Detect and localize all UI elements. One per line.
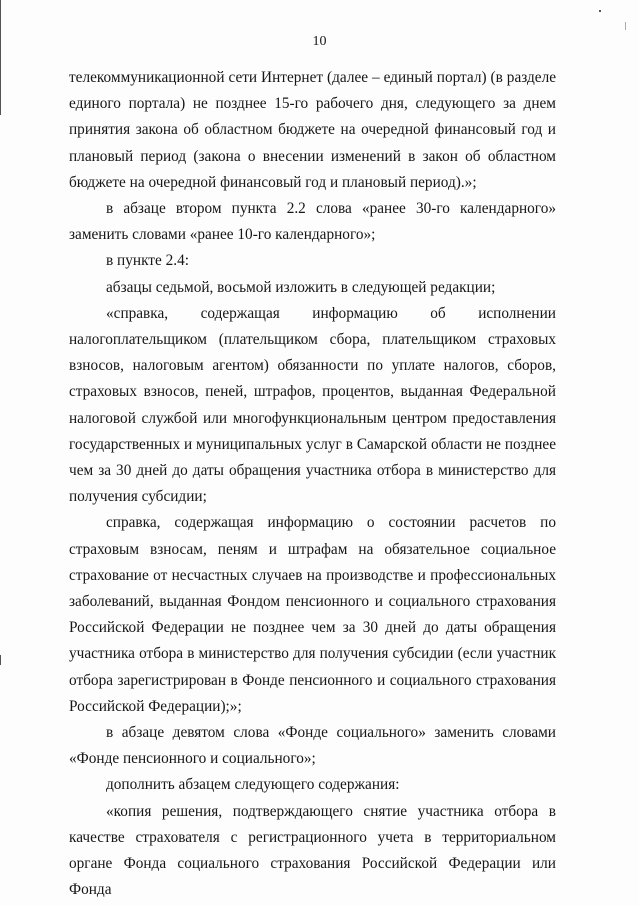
spread-word: об [430, 304, 446, 322]
spread-word: «справка, [106, 304, 169, 322]
page-number: 10 [312, 34, 327, 49]
paragraph-7: в абзаце девятом слова «Фонде социального» заменить словами «Фонде пенсионного и социального»; [69, 724, 556, 768]
spread-word: информацию [312, 304, 398, 322]
scan-edge-mark [599, 10, 601, 12]
spread-word: содержащая [200, 304, 280, 322]
document-body [69, 65, 556, 904]
paragraph-4: абзацы седьмой, восьмой изложить в следующей редакции; [106, 278, 496, 296]
paragraph-5: налогоплательщиком (плательщиком сбора, плательщиком страховых взносов, налоговым агентом) обязанности по уплате налогов, сборов, страховых взносов, пеней, штрафов, процентов, выданная Федеральной налоговой службой или многофункциональным центром предоставления государственных и муниципальных услуг в Самарской области не позднее чем за 30 дней до даты обращения участника отбора в министерство для получения субсидии; [69, 331, 556, 506]
paragraph-6: справка, содержащая информацию о состоянии расчетов по страховым взносам, пеням и штрафам на обязательное социальное страхование от несчастных случаев на производстве и профессиональных заболеваний, выданная Фондом пенсионного и социального страхования Российской Федерации не позднее чем за 30 дней до даты обращения участника отбора в министерство для получения субсидии (если участник отбора зарегистрирован в Фонде пенсионного и социального страхования Российской Федерации);»; [69, 514, 556, 715]
scan-edge-mark [0, 655, 1, 665]
scan-edge-mark [0, 0, 1, 115]
paragraph-3: в пункте 2.4: [106, 252, 189, 270]
paragraph-1: телекоммуникационной сети Интернет (далее – единый портал) (в разделе единого портала) не позднее 15-го рабочего дня, следующего за днем принятия закона об областном бюджете на очередной финансовый год и плановый период (закона о внесении изменений в закон об областном бюджете на очередной финансовый год и плановый период).»; [69, 69, 556, 191]
paragraph-9: «копия решения, подтверждающего снятие участника отбора в качестве страхователя с регистрационного учета в территориальном органе Фонда социального страхования Российской Федерации или Фонда [69, 802, 556, 899]
paragraph-8: дополнить абзацем следующего содержания: [106, 776, 400, 794]
scan-edge-mark [625, 22, 626, 30]
paragraph-2: в абзаце втором пункта 2.2 слова «ранее 30-го календарного» заменить словами «ранее 10-го календарного»; [69, 200, 556, 244]
paragraph-5-first-line [69, 301, 556, 327]
spread-word: исполнении [478, 304, 556, 322]
